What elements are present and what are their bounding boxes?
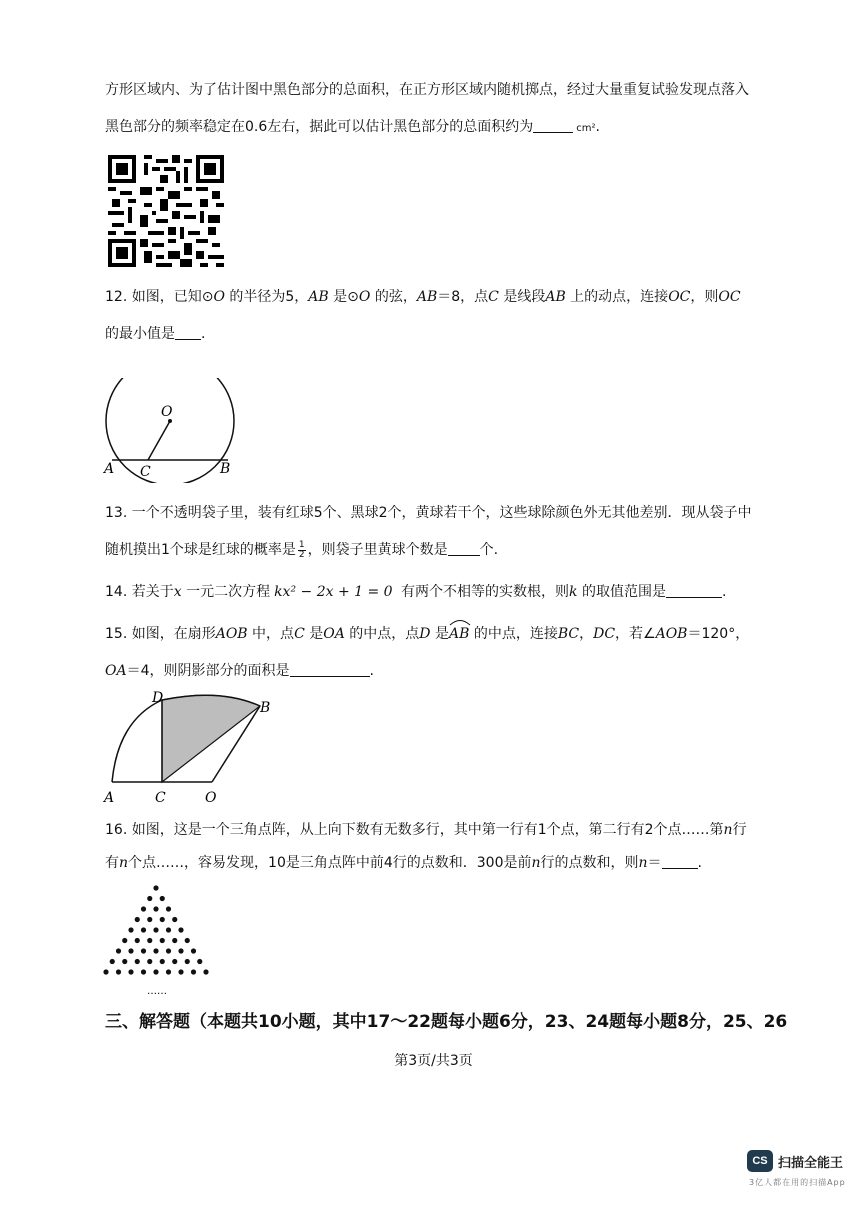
q15-text: 的中点，连接: [469, 626, 558, 642]
q14-text-part: 有两个不相等的实数根，则: [396, 584, 570, 600]
answer-blank: [666, 583, 722, 598]
q15-text: 的中点，点: [344, 626, 420, 642]
math-var: O: [213, 289, 225, 305]
lattice-dot: [178, 948, 183, 953]
lattice-dot: [166, 969, 171, 974]
lattice-dot: [147, 917, 152, 922]
lattice-dot: [110, 959, 115, 964]
q12-text: ＝8，点: [437, 289, 489, 305]
fraction-denominator: 2: [298, 549, 305, 560]
label-o: O: [205, 790, 217, 806]
label-c: C: [140, 464, 151, 480]
q16-text: 16. 如图，这是一个三角点阵，从上向下数有无数多行，其中第一行有1个点，第二行有2个点……第: [105, 822, 724, 838]
q14-text-part: 14. 若关于: [105, 584, 174, 600]
q15-text: ，若∠: [615, 626, 656, 642]
lattice-dot: [185, 959, 190, 964]
q12-text: 的弦，: [370, 289, 417, 305]
q11-text: 黑色部分的频率稳定在0.6左右，据此可以估计黑色部分的总面积约为: [105, 119, 534, 135]
math-var: BC: [557, 626, 580, 642]
lattice-dot: [135, 959, 140, 964]
lattice-dot: [103, 969, 108, 974]
math-var: O: [358, 289, 371, 305]
lattice-dot: [191, 948, 196, 953]
math-var: n: [119, 855, 129, 871]
q11-text-line1: 方形区域内、为了估计图中黑色部分的总面积，在正方形区域内随机掷点，经过大量重复试验发现点落入: [105, 82, 749, 98]
lattice-dot: [191, 969, 196, 974]
shaded-region: [162, 695, 260, 782]
math-var: C: [488, 289, 499, 305]
answer-blank: [662, 854, 698, 869]
period: .: [697, 855, 702, 871]
q16-text: 有: [105, 855, 119, 871]
page-footer: 第3页/共3页: [394, 1053, 473, 1069]
lattice-dot: [166, 906, 171, 911]
answer-blank: [290, 662, 370, 677]
q15-text: 是: [304, 626, 324, 642]
math-var: AB: [308, 289, 329, 305]
lattice-dot: [197, 959, 202, 964]
lattice-dot: [122, 959, 127, 964]
label-c: C: [155, 790, 166, 806]
label-a: A: [104, 461, 115, 477]
q12-text: 的最小值是: [105, 326, 175, 342]
q16-text: 行的点数和，则: [540, 855, 639, 871]
math-var: AOB: [215, 626, 248, 642]
arc-symbol: [449, 618, 471, 626]
lattice-dot: [128, 927, 133, 932]
circle-symbol: ⊙: [201, 289, 214, 305]
q13-text: 个.: [479, 542, 499, 558]
math-var: OA: [105, 663, 127, 679]
lattice-dot: [160, 917, 165, 922]
lattice-dot: [178, 927, 183, 932]
math-var: OC: [718, 289, 741, 305]
q12-text: 上的动点，连接: [565, 289, 669, 305]
figure-15-sector: [100, 690, 280, 810]
lattice-dot: [116, 969, 121, 974]
math-var: OC: [668, 289, 691, 305]
period: .: [595, 119, 600, 135]
watermark-name: 扫描全能王: [778, 1156, 844, 1171]
lattice-dot: [141, 927, 146, 932]
math-var: D: [419, 626, 431, 642]
cs-logo-icon: CS: [747, 1150, 773, 1172]
lattice-dot: [153, 948, 158, 953]
label-b: B: [260, 700, 271, 716]
lattice-dot: [172, 917, 177, 922]
q15-text-line1: [105, 624, 749, 644]
lattice-dot: [135, 938, 140, 943]
fraction-one-half: [298, 541, 306, 560]
lattice-dot: [147, 896, 152, 901]
math-var: AOB: [655, 626, 688, 642]
lattice-dot: [166, 948, 171, 953]
lattice-dot: [147, 959, 152, 964]
lattice-dot: [141, 948, 146, 953]
q15-text: 中，点: [247, 626, 295, 642]
q12-text: 是线段: [498, 289, 546, 305]
lattice-dot: [128, 948, 133, 953]
section-3-heading: 三、解答题（本题共10小题，其中17～22题每小题6分，23、24题每小题8分，25、26: [105, 1012, 788, 1032]
q13-text: ，则袋子里黄球个数是: [307, 542, 448, 558]
fraction-numerator: 1: [298, 539, 305, 550]
math-var: n: [531, 855, 541, 871]
dots-ellipsis: ……: [147, 986, 167, 997]
arc-notation: [449, 624, 469, 644]
circle-symbol: ⊙: [347, 289, 359, 305]
math-var: DC: [593, 626, 616, 642]
lattice-dot: [116, 948, 121, 953]
figure-16-dot-triangle: [100, 880, 225, 1000]
period: .: [201, 326, 206, 342]
equation: kx² − 2x + 1 = 0: [274, 584, 393, 600]
q12-text: 是: [328, 289, 348, 305]
circle-o: [106, 378, 234, 483]
lattice-dot: [147, 938, 152, 943]
q16-text-line1: [105, 820, 747, 840]
math-var: AB: [545, 289, 566, 305]
figure-12-circle: [100, 378, 245, 483]
math-var: AB: [448, 626, 470, 642]
q13-text-line1: 13. 一个不透明袋子里，装有红球5个、黑球2个，黄球若干个，这些球除颜色外无其他差别．现从袋子中: [105, 505, 752, 521]
answer-blank: [175, 325, 201, 340]
label-o: O: [161, 404, 173, 420]
camscanner-watermark: [747, 1150, 847, 1200]
q14-text-part: 的取值范围是: [577, 584, 666, 600]
q13-text-line2: [105, 540, 498, 560]
segment-oc: [148, 421, 170, 460]
q16-text: 个点……，容易发现，10是三角点阵中前4行的点数和．300是前: [128, 855, 532, 871]
q15-text: ＝4，则阴影部分的面积是: [126, 663, 290, 679]
q16-text-line2: [105, 853, 702, 873]
lattice-dot: [203, 969, 208, 974]
lattice-dot: [160, 959, 165, 964]
lattice-dot: [122, 938, 127, 943]
math-var: x: [173, 584, 182, 600]
lattice-dot: [160, 896, 165, 901]
lattice-dot: [153, 885, 158, 890]
math-var: k: [569, 584, 578, 600]
q16-text: 行: [732, 822, 747, 838]
q15-text: 是: [430, 626, 449, 642]
q14-text: [105, 582, 726, 602]
q15-text: ，: [579, 626, 594, 642]
label-d: D: [152, 690, 164, 706]
lattice-dot: [185, 938, 190, 943]
lattice-dot: [141, 906, 146, 911]
period: .: [721, 584, 727, 600]
lattice-dot: [141, 969, 146, 974]
q12-text: ，则: [690, 289, 719, 305]
period: .: [369, 663, 374, 679]
lattice-dot: [128, 969, 133, 974]
q15-text: ＝120°，: [687, 626, 750, 642]
lattice-dot: [172, 959, 177, 964]
q12-text-line1: [105, 287, 741, 307]
q12-text-line2: [105, 324, 205, 344]
q16-text: ＝: [647, 855, 662, 871]
answer-blank: [448, 541, 480, 556]
math-var: n: [723, 822, 733, 838]
q15-text: 15. 如图，在扇形: [105, 626, 216, 642]
unit-label: cm²: [576, 123, 596, 134]
lattice-dot: [172, 938, 177, 943]
math-var: C: [294, 626, 305, 642]
q14-text-part: 一元二次方程: [181, 584, 271, 600]
q13-text: 随机摸出1个球是红球的概率是: [105, 542, 296, 558]
lattice-dot: [166, 927, 171, 932]
watermark-subtitle: 3亿人都在用的扫描App: [749, 1178, 846, 1187]
q15-text-line2: [105, 661, 374, 681]
lattice-dot: [153, 927, 158, 932]
lattice-dot: [153, 969, 158, 974]
label-a: A: [104, 790, 115, 806]
q11-text-line2: [105, 117, 600, 139]
label-b: B: [220, 461, 231, 477]
lattice-dot: [135, 917, 140, 922]
math-var: n: [638, 855, 648, 871]
lattice-dot: [160, 938, 165, 943]
answer-blank: [533, 118, 573, 133]
lattice-dot: [178, 969, 183, 974]
qr-code: [108, 155, 224, 267]
math-var: AB: [416, 289, 438, 305]
math-var: OA: [323, 626, 345, 642]
lattice-dot: [153, 906, 158, 911]
q12-text: 的半径为5，: [224, 289, 309, 305]
q12-text: 12. 如图，已知: [105, 289, 202, 305]
